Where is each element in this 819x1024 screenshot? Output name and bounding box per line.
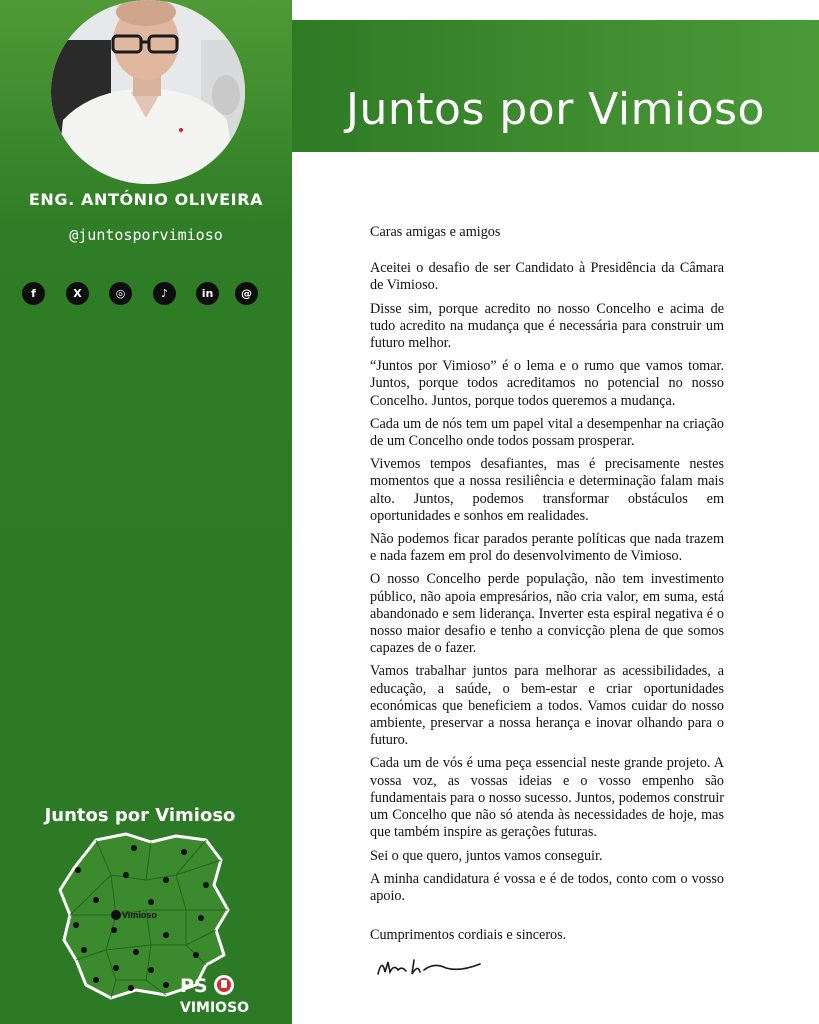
letter-paragraph: A minha candidatura é vossa e é de todos, conto com o vosso apoio. [370, 870, 724, 904]
vimioso-logo-text: VIMIOSO [180, 1000, 250, 1016]
map-title: Juntos por Vimioso [44, 805, 236, 826]
page-title: Juntos por Vimioso [346, 84, 765, 135]
letter-closing: Cumprimentos cordiais e sinceros. [370, 927, 567, 944]
tiktok-icon[interactable]: ♪ [153, 282, 176, 305]
letter-body [370, 224, 724, 984]
social-handle[interactable]: @juntosporvimioso [69, 226, 223, 244]
ps-vimioso-logo [180, 974, 256, 1016]
letter-paragraph: Aceitei o desafio de ser Candidato à Presidência da Câmara de Vimioso. [370, 260, 724, 294]
letter-paragraph: Vamos trabalhar juntos para melhorar as acessibilidades, a educação, a saúde, o bem-estar e criar oportunidades económicas que beneficiem a todos. Vamos cuidar do nosso ambiente, preservar a nossa herança e inovar olhando para o futuro. [370, 663, 724, 749]
header-banner [292, 20, 819, 152]
linkedin-icon[interactable]: in [196, 282, 219, 305]
threads-icon[interactable]: @ [235, 282, 258, 305]
letter-paragraph: “Juntos por Vimioso” é o lema e o rumo que vamos tomar. Juntos, porque todos acreditamos no potencial no nosso Concelho. Juntos, porque todos queremos a mudança. [370, 358, 724, 409]
candidate-photo [51, 0, 245, 184]
instagram-icon[interactable]: ◎ [109, 282, 132, 305]
letter-paragraph: Cada um de nós tem um papel vital a desempenhar na criação de um Concelho onde todos possam prosperar. [370, 415, 724, 450]
signature [376, 954, 486, 978]
letter-paragraph: O nosso Concelho perde população, não tem investimento público, não apoia empresários, não cria valor, em suma, está abandonado e sem liderança. Inverter esta espiral negativa é o nosso maior desafio e tenho a convicção plena de que somos capazes de o fazer. [370, 571, 724, 657]
facebook-icon[interactable]: f [22, 282, 45, 305]
map-town-label: Vimioso [122, 910, 157, 920]
x-icon[interactable]: X [66, 282, 89, 305]
letter-greeting: Caras amigas e amigos [370, 224, 501, 240]
letter-paragraph: Não podemos ficar parados perante políticas que nada trazem e nada fazem em prol do desenvolvimento de Vimioso. [370, 531, 724, 565]
letter-paragraph: Cada um de vós é uma peça essencial neste grande projeto. A vossa voz, as vossas ideias e o vosso empenho são fundamentais para o nosso sucesso. Juntos, podemos construir um Concelho que não só atenda às necessidades de hoje, mas que também inspire as gerações futuras. [370, 755, 724, 841]
letter-paragraph: Disse sim, porque acredito no nosso Concelho e acima de tudo acredito na mudança que é necessária para construir um futuro melhor. [370, 300, 724, 352]
letter-paragraph: Sei o que quero, juntos vamos conseguir. [370, 847, 603, 864]
candidate-name: ENG. ANTÓNIO OLIVEIRA [28, 190, 264, 209]
social-links [22, 282, 272, 306]
letter-paragraph: Vivemos tempos desafiantes, mas é precisamente nestes momentos que a nossa resiliência e determinação falam mais alto. Juntos, podemos transformar obstáculos em oportunidades e sonhos em realidades. [370, 456, 724, 524]
ps-logo-text: PS [180, 975, 208, 997]
sidebar [0, 0, 292, 1024]
